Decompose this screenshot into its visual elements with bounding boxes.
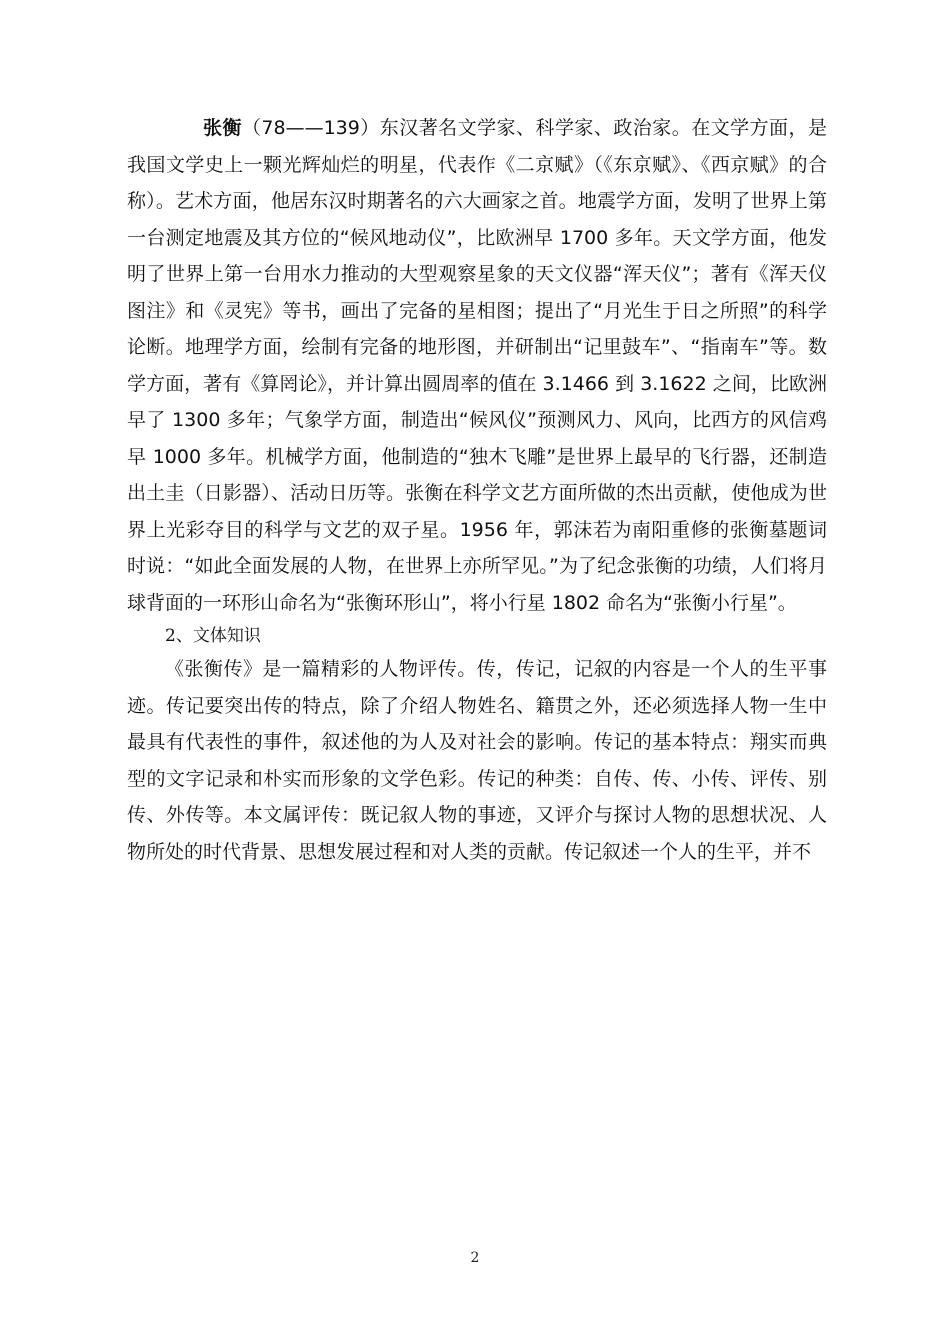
body-text (127, 110, 827, 870)
zhangheng-paragraph (127, 110, 827, 621)
section-heading: 2、文体知识 (165, 626, 261, 646)
zhangheng-paragraph-text: （78——139）东汉著名文学家、科学家、政治家。在文学方面，是我国文学史上一颗光辉灿烂的明星，代表作《二京赋》（《东京赋》、《西京赋》的合称）。艺术方面，他居东汉时期著名的六大画家之首。地震学方面，发明了世界上第一台测定地震及其方位的“候风地动仪”，比欧洲早 1700 多年。天文学方面，他发明了世界上第一台用水力推动的大型观察星象的天文仪器“浑天仪”；著有《浑天仪图注》和《灵宪》等书，画出了完备的星相图；提出了“月光生于日之所照”的科学论断。地理学方面，绘制有完备的地形图，并研制出“记里鼓车”、“指南车”等。数学方面，著有《算罔论》，并计算出圆周率的值在 3.1466 到 3.1622 之间，比欧洲早了 1300 多年；气象学方面，制造出“候风仪”预测风力、风向，比西方的风信鸡早 1000 多年。机械学方面，他制造的“独木飞雕”是世界上最早的飞行器，还制造出土圭（日影器）、活动日历等。张衡在科学文艺方面所做的杰出贡献，使他成为世界上光彩夺目的科学与文艺的双子星。1956 年，郭沫若为南阳重修的张衡墓题词时说：“如此全面发展的人物，在世界上亦所罕见。”为了纪念张衡的功绩，人们将月球背面的一环形山命名为“张衡环形山”，将小行星 1802 命名为“张衡小行星”。 (127, 117, 827, 614)
zhangheng-name: 张衡 (203, 117, 242, 139)
genre-paragraph: 《张衡传》是一篇精彩的人物评传。传，传记，记叙的内容是一个人的生平事迹。传记要突出传的特点，除了介绍人物姓名、籍贯之外，还必须选择人物一生中最具有代表性的事件，叙述他的为人及对社会的影响。传记的基本特点：翔实而典型的文字记录和朴实而形象的文学色彩。传记的种类：自传、传、小传、评传、别传、外传等。本文属评传：既记叙人物的事迹，又评介与探讨人物的思想状况、人物所处的时代背景、思想发展过程和对人类的贡献。传记叙述一个人的生平，并不 (127, 658, 827, 863)
page-number: 2 (470, 1250, 480, 1266)
